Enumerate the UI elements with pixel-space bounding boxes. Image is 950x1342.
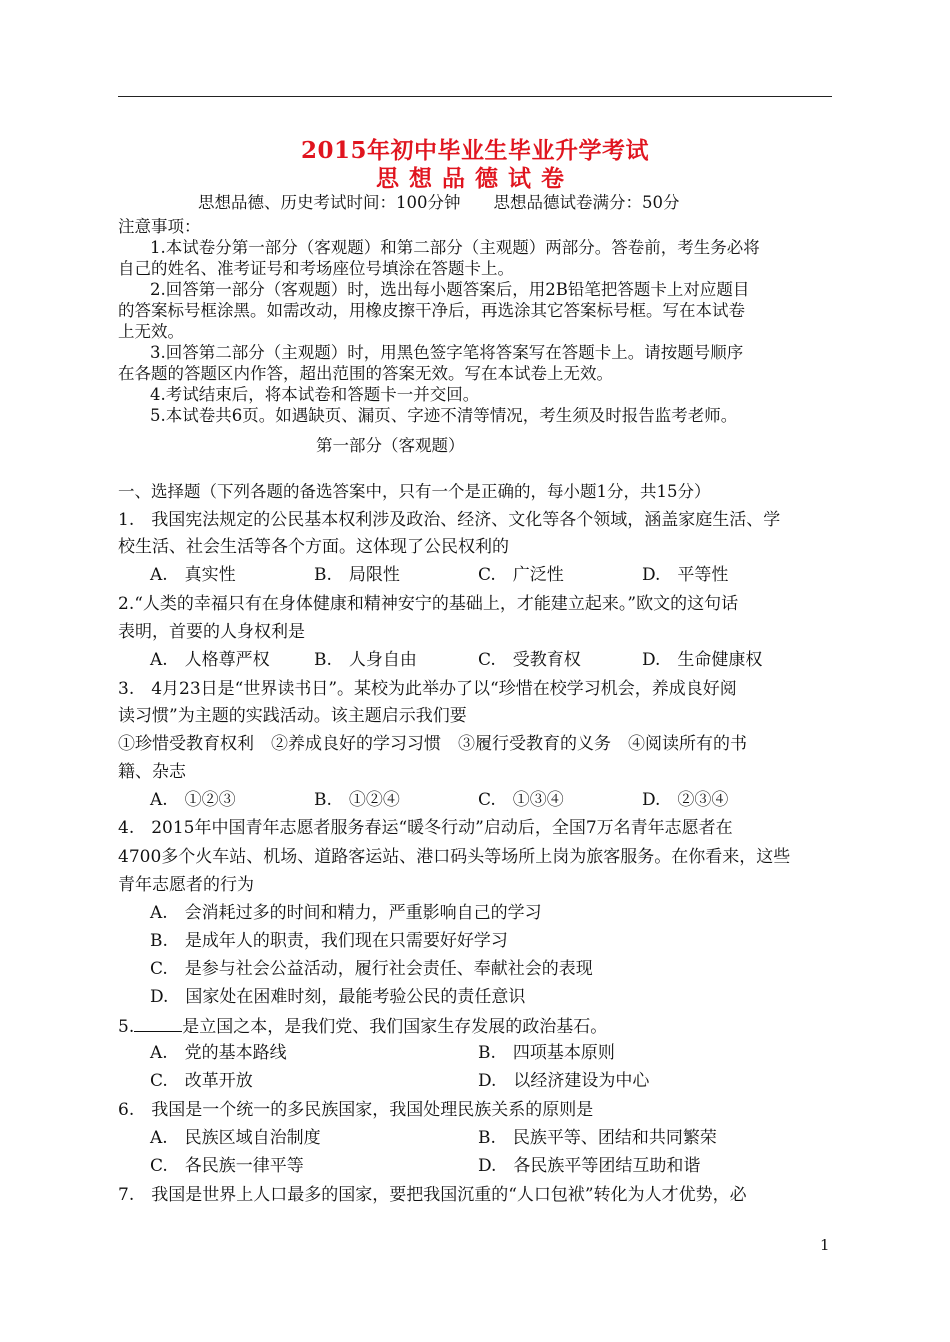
question-text: 4. 2015年中国青年志愿者服务春运“暖冬行动”启动后，全国7万名青年志愿者在 — [118, 818, 733, 838]
notice-line: 自己的姓名、准考证号和考场座位号填涂在答题卡上。 — [118, 259, 514, 278]
question-text: 1. 我国宪法规定的公民基本权利涉及政治、经济、文化等各个领域，涵盖家庭生活、学 — [118, 510, 781, 530]
exam-title: 2015年初中毕业生毕业升学考试 — [300, 137, 649, 164]
option-c: C. 广泛性 — [478, 565, 564, 585]
option-c: C. 各民族一律平等 — [150, 1156, 304, 1176]
answer-blank — [134, 1015, 182, 1032]
option-b: B. 民族平等、团结和共同繁荣 — [478, 1128, 717, 1148]
notice-line: 上无效。 — [118, 322, 184, 341]
option-a: A. 人格尊严权 — [150, 650, 270, 670]
notice-line: 1.本试卷分第一部分（客观题）和第二部分（主观题）两部分。答卷前，考生务必将 — [150, 238, 760, 257]
question-text: 3. 4月23日是“世界读书日”。某校为此举办了以“珍惜在校学习机会，养成良好阅 — [118, 679, 737, 699]
question-text-row — [118, 1015, 607, 1037]
option-b: B. 是成年人的职责，我们现在只需要好好学习 — [150, 931, 508, 951]
part1-heading: 第一部分（客观题） — [316, 436, 465, 455]
question-text: 读习惯”为主题的实践活动。该主题启示我们要 — [118, 706, 467, 726]
option-a: A. ①②③ — [150, 790, 236, 810]
option-b: B. 人身自由 — [314, 650, 417, 670]
notice-line: 3.回答第二部分（主观题）时，用黑色签字笔将答案写在答题卡上。请按题号顺序 — [150, 343, 744, 362]
question-number: 5. — [118, 1017, 135, 1037]
question-text: 4700多个火车站、机场、道路客运站、港口码头等场所上岗为旅客服务。在你看来，这些 — [118, 847, 791, 867]
option-c: C. ①③④ — [478, 790, 564, 810]
option-a: A. 民族区域自治制度 — [150, 1128, 321, 1148]
subject-title: 思想品德试卷 — [376, 165, 574, 192]
question-text: ①珍惜受教育权利 ②养成良好的学习习惯 ③履行受教育的义务 ④阅读所有的书 — [118, 734, 747, 754]
section-heading: 一、选择题（下列各题的备选答案中，只有一个是正确的，每小题1分，共15分） — [118, 482, 711, 501]
page-number: 1 — [820, 1236, 830, 1254]
exam-info: 思想品德、历史考试时间：100分钟 思想品德试卷满分：50分 — [198, 193, 680, 212]
option-d: D. 平等性 — [642, 565, 729, 585]
option-c: C. 受教育权 — [478, 650, 581, 670]
option-b: B. 四项基本原则 — [478, 1043, 615, 1063]
option-a: A. 真实性 — [150, 565, 236, 585]
question-text: 籍、杂志 — [118, 762, 186, 782]
option-d: D. 生命健康权 — [642, 650, 763, 670]
option-c: C. 是参与社会公益活动，履行社会责任、奉献社会的表现 — [150, 959, 593, 979]
question-text: 2.“人类的幸福只有在身体健康和精神安宁的基础上，才能建立起来。”欧文的这句话 — [118, 594, 739, 614]
notice-line: 5.本试卷共6页。如遇缺页、漏页、字迹不清等情况，考生须及时报告监考老师。 — [150, 406, 738, 425]
notice-line: 2.回答第一部分（客观题）时，选出每小题答案后，用2B铅笔把答题卡上对应题目 — [150, 280, 750, 299]
question-text: 表明，首要的人身权利是 — [118, 622, 305, 642]
option-b: B. ①②④ — [314, 790, 400, 810]
notice-heading: 注意事项： — [118, 217, 201, 236]
question-text: 6. 我国是一个统一的多民族国家，我国处理民族关系的原则是 — [118, 1100, 594, 1120]
option-d: D. 以经济建设为中心 — [478, 1071, 650, 1091]
option-c: C. 改革开放 — [150, 1071, 253, 1091]
option-a: A. 会消耗过多的时间和精力，严重影响自己的学习 — [150, 903, 542, 923]
question-text: 是立国之本，是我们党、我们国家生存发展的政治基石。 — [182, 1017, 608, 1037]
header-rule — [118, 96, 832, 97]
option-b: B. 局限性 — [314, 565, 400, 585]
option-d: D. ②③④ — [642, 790, 729, 810]
notice-line: 在各题的答题区内作答，超出范围的答案无效。写在本试卷上无效。 — [118, 364, 613, 383]
notice-line: 4.考试结束后，将本试卷和答题卡一并交回。 — [150, 385, 480, 404]
question-text: 校生活、社会生活等各个方面。这体现了公民权利的 — [118, 537, 509, 557]
question-text: 7. 我国是世界上人口最多的国家，要把我国沉重的“人口包袱”转化为人才优势，必 — [118, 1185, 747, 1205]
question-text: 青年志愿者的行为 — [118, 875, 254, 895]
option-a: A. 党的基本路线 — [150, 1043, 287, 1063]
notice-line: 的答案标号框涂黑。如需改动，用橡皮擦干净后，再选涂其它答案标号框。写在本试卷 — [118, 301, 745, 320]
option-d: D. 各民族平等团结互助和谐 — [478, 1156, 701, 1176]
option-d: D. 国家处在困难时刻，最能考验公民的责任意识 — [150, 987, 526, 1007]
